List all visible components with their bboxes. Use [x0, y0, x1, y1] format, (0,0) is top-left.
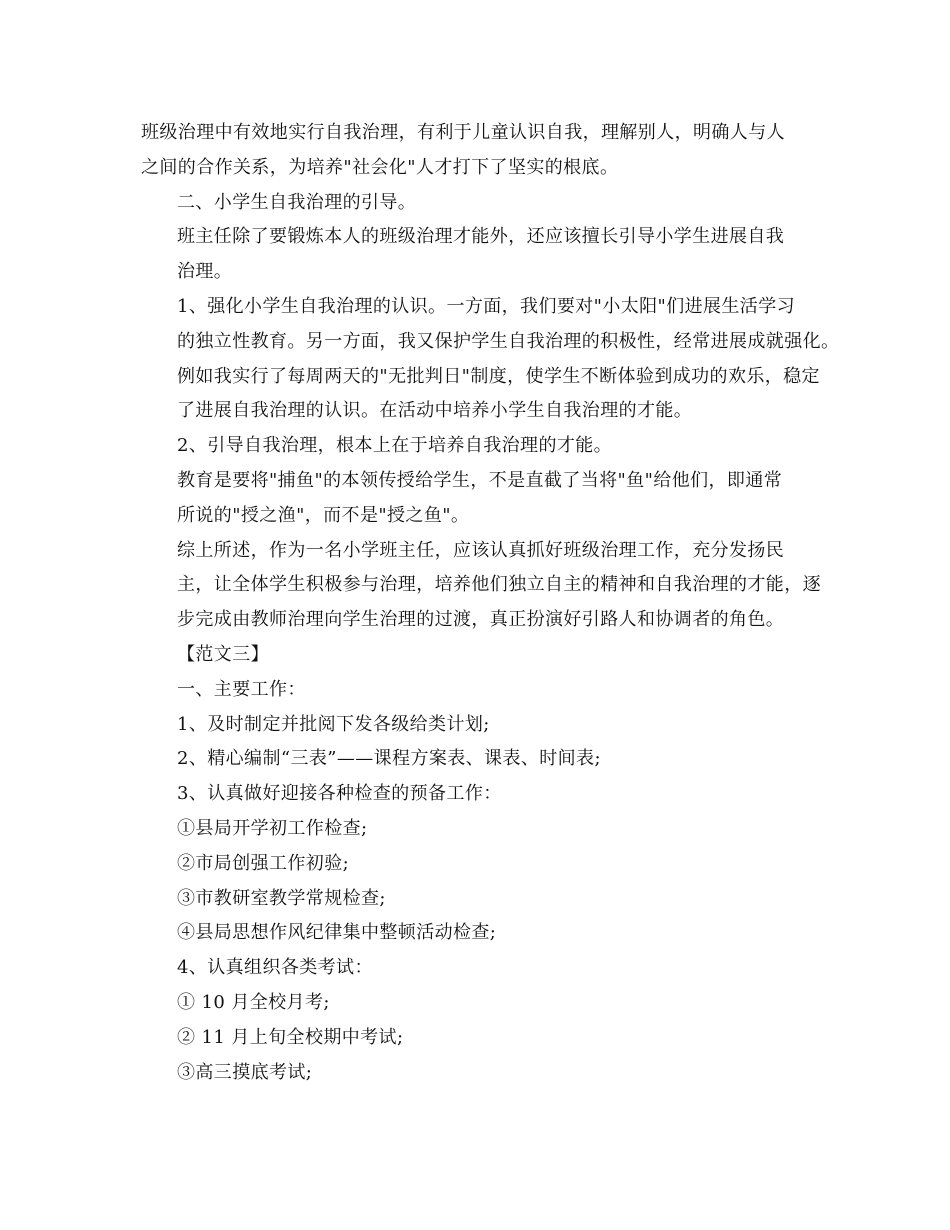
paragraph — [141, 986, 809, 1021]
text-line: 的独立性教育。另一方面，我又保护学生自我治理的积极性，经常进展成就强化。 — [177, 330, 840, 352]
paragraph — [141, 638, 809, 673]
paragraph — [141, 812, 809, 847]
text-line: ① 10 月全校月考; — [177, 991, 330, 1013]
paragraph — [141, 673, 809, 708]
paragraph — [141, 464, 809, 534]
paragraph — [141, 116, 809, 186]
text-line: ④县局思想作风纪律集中整顿活动检查; — [177, 922, 497, 944]
paragraph — [141, 534, 821, 638]
text-line: ③市教研室教学常规检查; — [177, 887, 386, 909]
text-line: 2、引导自我治理，根本上在于培养自我治理的才能。 — [177, 435, 613, 457]
paragraph — [141, 220, 809, 290]
text-line: 治理。 — [177, 261, 233, 283]
paragraph — [141, 290, 840, 429]
text-line: 综上所述，作为一名小学班主任，应该认真抓好班级治理工作，充分发扬民 — [177, 539, 785, 561]
paragraph — [141, 882, 809, 917]
text-line: 步完成由教师治理向学生治理的过渡，真正扮演好引路人和协调者的角色。 — [177, 609, 785, 631]
text-line: 2、精心编制“三表”——课程方案表、课表、时间表; — [177, 748, 601, 770]
text-line: 了进展自我治理的认识。在活动中培养小学生自我治理的才能。 — [177, 400, 693, 422]
paragraph — [141, 916, 809, 951]
paragraph — [141, 708, 809, 743]
text-line: ② 11 月上旬全校期中考试; — [177, 1026, 404, 1048]
paragraph — [141, 1056, 809, 1091]
paragraph — [141, 1021, 809, 1056]
text-line: ②市局创强工作初验; — [177, 852, 350, 874]
text-line: 4、认真组织各类考试： — [177, 957, 373, 979]
text-line: 二、小学生自我治理的引导。 — [177, 191, 417, 213]
text-line: 教育是要将"捕鱼"的本领传授给学生，不是直截了当将"鱼"给他们，即通常 — [177, 469, 783, 491]
text-line: 一、主要工作： — [177, 678, 306, 700]
text-line: 1、及时制定并批阅下发各级给类计划; — [177, 713, 490, 735]
text-line: 例如我实行了每周两天的"无批判日"制度，使学生不断体验到成功的欢乐，稳定 — [177, 365, 820, 387]
text-line: 主，让全体学生积极参与治理，培养他们独立自主的精神和自我治理的才能，逐 — [177, 574, 821, 596]
text-line: ③高三摸底考试; — [177, 1061, 313, 1083]
text-line: 班级治理中有效地实行自我治理，有利于儿童认识自我，理解别人，明确人与人 — [141, 122, 785, 143]
document-body — [141, 116, 840, 1090]
paragraph — [141, 777, 809, 812]
paragraph — [141, 429, 809, 464]
text-line: 之间的合作关系，为培养"社会化"人才打下了坚实的根底。 — [141, 156, 619, 178]
text-line: ①县局开学初工作检查; — [177, 817, 368, 839]
text-line: 班主任除了要锻炼本人的班级治理才能外，还应该擅长引导小学生进展自我 — [177, 226, 785, 248]
paragraph — [141, 951, 809, 986]
text-line: 【范文三】 — [177, 643, 269, 665]
text-line: 3、认真做好迎接各种检查的预备工作： — [177, 783, 502, 805]
paragraph — [141, 742, 809, 777]
text-line: 1、强化小学生自我治理的认识。一方面，我们要对"小太阳"们进展生活学习 — [177, 295, 796, 317]
paragraph — [141, 186, 809, 221]
paragraph — [141, 847, 809, 882]
text-line: 所说的"授之渔"，而不是"授之鱼"。 — [177, 504, 470, 526]
